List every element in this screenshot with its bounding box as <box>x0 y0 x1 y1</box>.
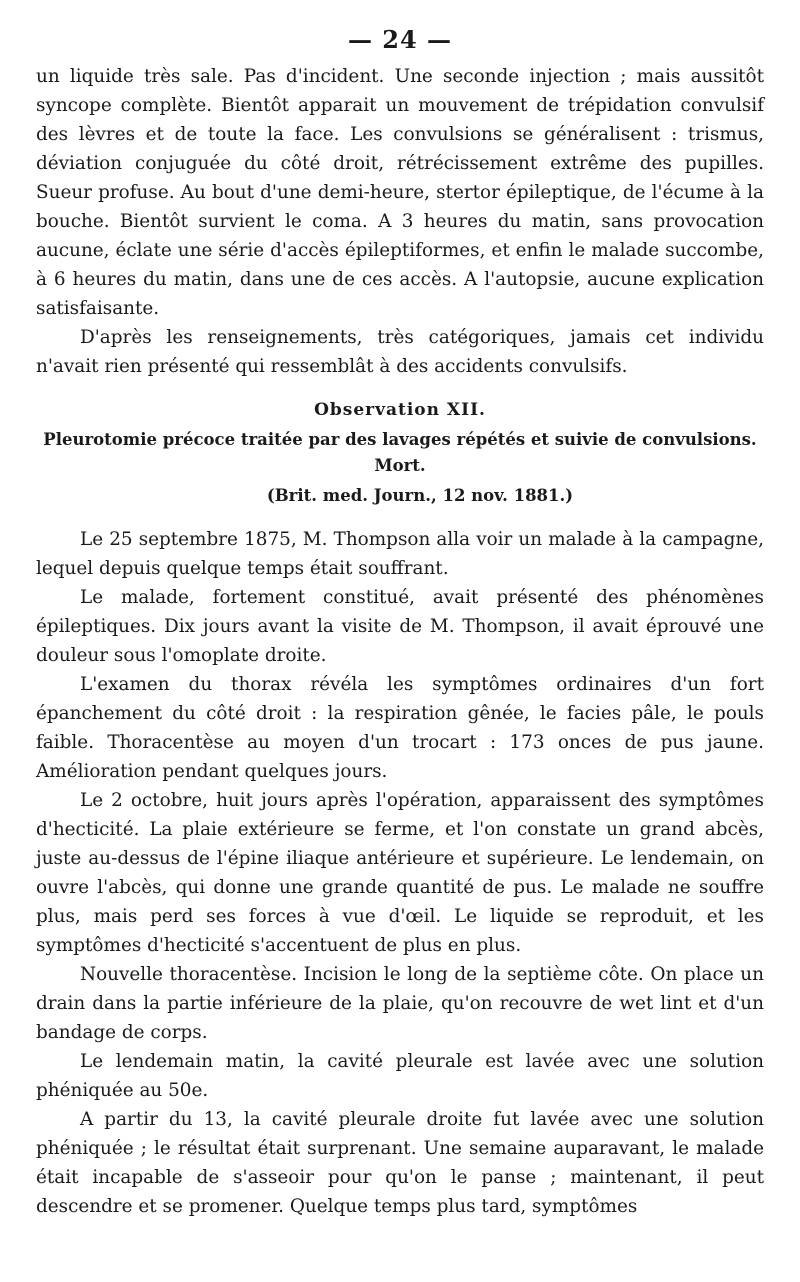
observation-reference: (Brit. med. Journ., 12 nov. 1881.) <box>266 486 574 505</box>
paragraph-continuation: un liquide très sale. Pas d'incident. Une seconde injection ; mais aussitôt syncope complète. Bientôt apparait un mouvement de trépidation convulsif des lèvres et de toute la face. Les convulsions se généralisent : trismus, déviation conjuguée du côté droit, rétrécissement extrême des pupilles. Sueur profuse. Au bout d'une demi-heure, stertor épileptique, de l'écume à la bouche. Bientôt survient le coma. A 3 heures du matin, sans provocation aucune, éclate une série d'accès épileptiformes, et enfin le malade succombe, à 6 heures du matin, dans une de ces accès. A l'autopsie, aucune explication satisfaisante. <box>36 66 764 319</box>
paragraph: D'après les renseignements, très catégoriques, jamais cet individu n'avait rien présenté qui ressemblât à des accidents convulsifs. <box>36 327 764 377</box>
paragraph: A partir du 13, la cavité pleurale droite fut lavée avec une solution phéniquée ; le résultat était surprenant. Une semaine auparavant, le malade était incapable de s'asseoir pour qu'on le panse ; maintenant, il peut descendre et se promener. Quelque temps plus tard, symptômes <box>36 1109 764 1217</box>
paragraph: Le 25 septembre 1875, M. Thompson alla voir un malade à la campagne, lequel depuis quelque temps était souffrant. <box>36 529 764 579</box>
observation-outcome: Mort. <box>374 456 426 475</box>
observation-subtitle: Pleurotomie précoce traitée par des lavages répétés et suivie de convulsions. <box>43 430 757 449</box>
paragraph: Nouvelle thoracentèse. Incision le long de la septième côte. On place un drain dans la partie inférieure de la plaie, qu'on recouvre de wet lint et d'un bandage de corps. <box>36 964 764 1043</box>
page-number: — 24 — <box>347 25 453 54</box>
paragraph: Le 2 octobre, huit jours après l'opération, apparaissent des symptômes d'hecticité. La plaie extérieure se ferme, et l'on constate un grand abcès, juste au-dessus de l'épine iliaque antérieure et supérieure. Le lendemain, on ouvre l'abcès, qui donne une grande quantité de pus. Le malade ne souffre plus, mais perd ses forces à vue d'œil. Le liquide se reproduit, et les symptômes d'hecticité s'accentuent de plus en plus. <box>36 790 764 956</box>
paragraph: L'examen du thorax révéla les symptômes ordinaires d'un fort épanchement du côté droit : la respiration gênée, le facies pâle, le pouls faible. Thoracentèse au moyen d'un trocart : 173 onces de pus jaune. Amélioration pendant quelques jours. <box>36 674 764 782</box>
observation-title: Observation XII. <box>314 400 486 420</box>
paragraph: Le lendemain matin, la cavité pleurale est lavée avec une solution phéniquée au 50e. <box>36 1051 764 1101</box>
paragraph: Le malade, fortement constitué, avait présenté des phénomènes épileptiques. Dix jours avant la visite de M. Thompson, il avait éprouvé une douleur sous l'omoplate droite. <box>36 587 764 666</box>
